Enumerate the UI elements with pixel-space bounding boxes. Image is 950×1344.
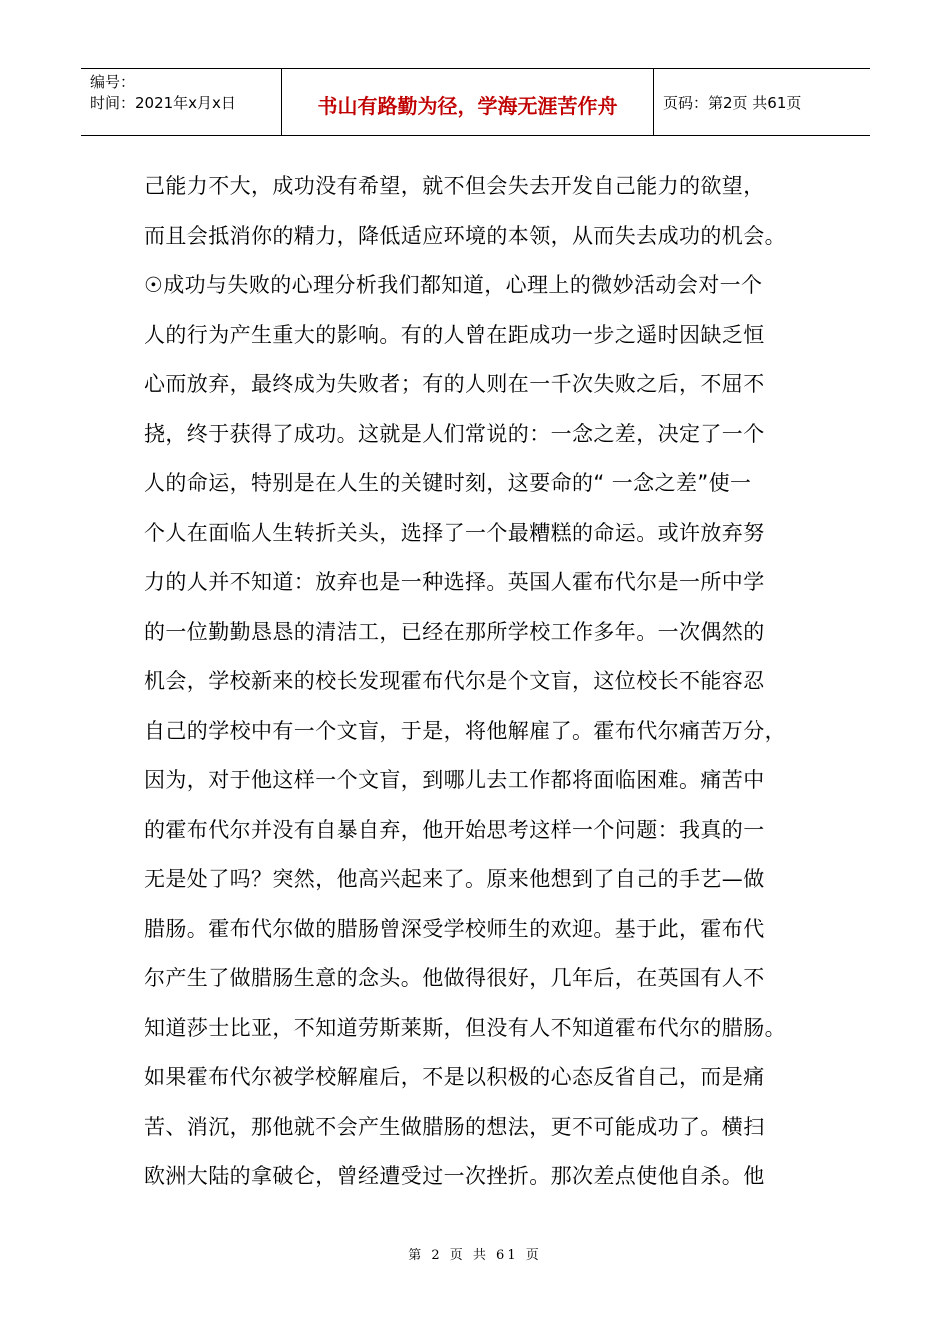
body-text <box>144 162 824 1202</box>
body-line: 心而放弃，最终成为失败者；有的人则在一千次失败之后，不屈不 <box>144 372 765 396</box>
body-line: 机会，学校新来的校长发现霍布代尔是个文盲，这位校长不能容忍 <box>144 669 765 693</box>
page-footer: 第 2 页 共 61 页 <box>408 1248 542 1263</box>
body-line: 苦、消沉，那他就不会产生做腊肠的想法，更不可能成功了。横扫 <box>144 1114 765 1139</box>
body-line: 如果霍布代尔被学校解雇后，不是以积极的心态反省自己，而是痛 <box>144 1065 765 1089</box>
motto-text: 书山有路勤为径，学海无涯苦作舟 <box>317 93 618 118</box>
header-meta-cell <box>81 69 282 135</box>
page-info-text: 页码：第2页 共61页 <box>663 93 802 112</box>
document-header <box>81 68 870 136</box>
body-line: 无是处了吗？突然，他高兴起来了。原来他想到了自己的手艺—做 <box>144 867 765 891</box>
serial-number-label: 编号： <box>90 73 136 91</box>
body-line: 人的行为产生重大的影响。有的人曾在距成功一步之遥时因缺乏恒 <box>144 322 765 347</box>
date-label: 时间：2021年x月x日 <box>90 94 236 112</box>
body-line: 知道莎士比亚，不知道劳斯莱斯，但没有人不知道霍布代尔的腊肠。 <box>144 1015 786 1040</box>
body-line: 尔产生了做腊肠生意的念头。他做得很好，几年后，在英国有人不 <box>144 966 765 990</box>
body-line: 己能力不大，成功没有希望，就不但会失去开发自己能力的欲望， <box>144 174 765 198</box>
body-line: 的霍布代尔并没有自暴自弃，他开始思考这样一个问题：我真的一 <box>144 817 765 842</box>
body-line: 挠，终于获得了成功。这就是人们常说的：一念之差，决定了一个 <box>144 421 765 446</box>
page-info-cell <box>654 69 870 135</box>
body-line: 人的命运，特别是在人生的关键时刻，这要命的“ 一念之差”使一 <box>144 471 752 495</box>
body-line: 的一位勤勤恳恳的清洁工，已经在那所学校工作多年。一次偶然的 <box>144 619 765 644</box>
motto-cell <box>282 69 654 135</box>
body-line: 力的人并不知道：放弃也是一种选择。英国人霍布代尔是一所中学 <box>144 570 765 594</box>
body-line: ☉成功与失败的心理分析我们都知道，心理上的微妙活动会对一个 <box>144 273 763 297</box>
body-line: 因为，对于他这样一个文盲，到哪儿去工作都将面临困难。痛苦中 <box>144 768 765 792</box>
body-line: 而且会抵消你的精力，降低适应环境的本领，从而失去成功的机会。 <box>144 223 786 248</box>
body-line: 个人在面临人生转折关头，选择了一个最糟糕的命运。或许放弃努 <box>144 520 765 545</box>
body-line: 欧洲大陆的拿破仑，曾经遭受过一次挫折。那次差点使他自杀。他 <box>144 1164 765 1188</box>
body-line: 自己的学校中有一个文盲，于是，将他解雇了。霍布代尔痛苦万分， <box>144 718 786 743</box>
body-line: 腊肠。霍布代尔做的腊肠曾深受学校师生的欢迎。基于此，霍布代 <box>144 916 765 941</box>
